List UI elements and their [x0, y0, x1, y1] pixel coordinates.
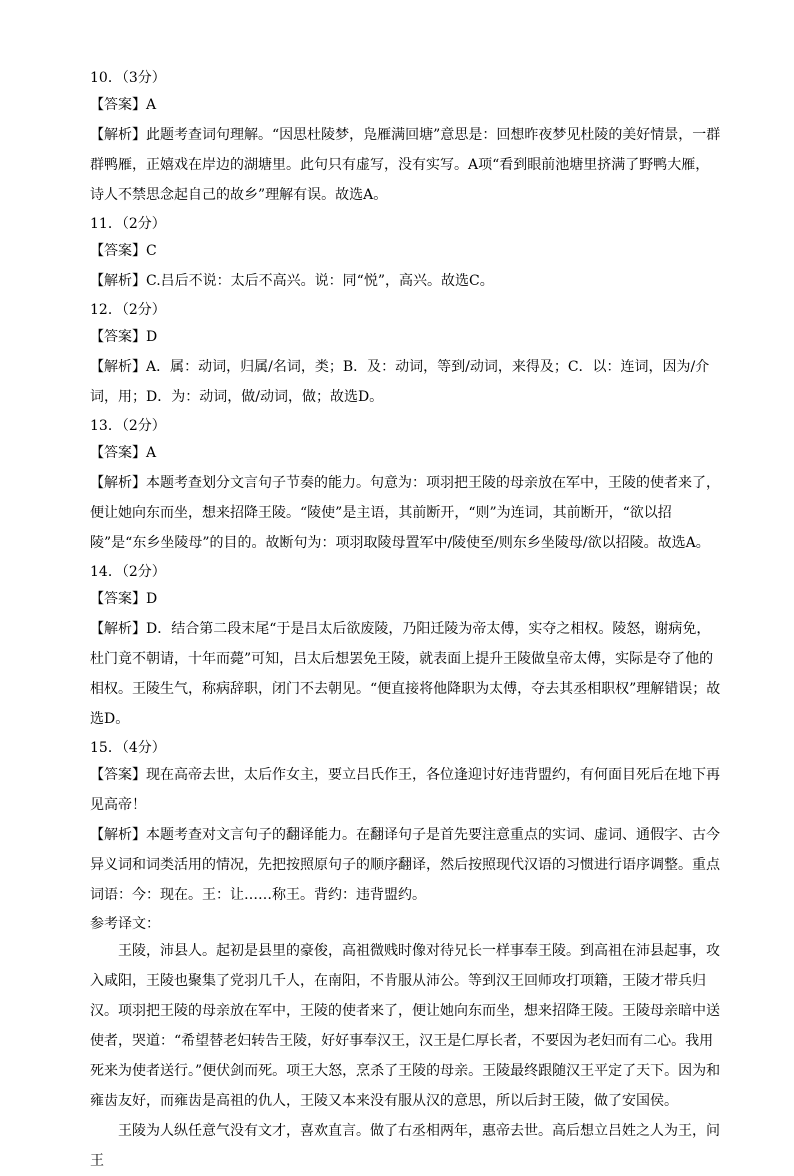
- analysis-line: [90, 614, 722, 734]
- question-number: 13．（2分）: [90, 418, 166, 434]
- question-number: 15．（4分）: [90, 740, 166, 756]
- answer-line: [90, 584, 722, 614]
- translation-paragraph: 王陵，沛县人。起初是县里的豪俊，高祖微贱时像对待兄长一样事奉王陵。到高祖在沛县起事，攻入咸阳，王陵也聚集了党羽几千人，在南阳，不肯服从沛公。等到汉王回师攻打项籍，王陵才带兵归汉。项羽把王陵的母亲放在军中，王陵的使者来了，便让她向东而坐，想来招降王陵。王陵母亲暗中送使者，哭道：“希望替老妇转告王陵，好好事奉汉王，汉王是仁厚长者，不要因为老妇而有二心。我用死来为使者送行。”便伏剑而死。项王大怒，烹杀了王陵的母亲。王陵最终跟随汉王平定了天下。因为和雍齿友好，而雍齿是高祖的仇人，王陵又本来没有服从汉的意思，所以后封王陵，做了安国侯。: [90, 943, 721, 1109]
- analysis-label: 【解析】: [90, 359, 146, 375]
- answer-label: 【答案】: [90, 445, 146, 461]
- question-number: 11．（2分）: [90, 216, 166, 232]
- analysis-label: 【解析】: [90, 827, 146, 843]
- analysis-text: 本题考查对文言句子的翻译能力。在翻译句子是首先要注意重点的实词、虚词、通假字、古今异义词和词类活用的情况，先把按照原句子的顺序翻译，然后按照现代汉语的习惯进行语序调整。重点词语：今：现在。王：让……称王。背约：违背盟约。: [90, 827, 720, 903]
- analysis-line: [90, 468, 722, 558]
- question-number: 14．（2分）: [90, 564, 166, 580]
- question-item-14: [90, 560, 722, 734]
- answer-label: 【答案】: [90, 329, 146, 345]
- answer-label: 【答案】: [90, 243, 146, 259]
- analysis-line: [90, 352, 722, 412]
- question-number: 12．（2分）: [90, 302, 166, 318]
- analysis-text: 本题考查划分文言句子节奏的能力。句意为：项羽把王陵的母亲放在军中，王陵的使者来了，便让她向东而坐，想来招降王陵。“陵使”是主语，其前断开，“则”为连词，其前断开，“欲以招陵”是“东乡坐陵母”的目的。故断句为：项羽取陵母置军中/陵使至/则东乡坐陵母/欲以招陵。故选A。: [90, 475, 720, 551]
- answer-line: [90, 760, 722, 820]
- analysis-label: 【解析】: [90, 475, 146, 491]
- question-item-12: [90, 298, 722, 412]
- answer-text: C: [146, 243, 157, 259]
- answer-label: 【答案】: [90, 767, 146, 783]
- question-item-15: [90, 736, 722, 910]
- translation-label: 参考译文：: [90, 916, 160, 932]
- answer-text: 现在高帝去世，太后作女主，要立吕氏作王，各位逢迎讨好违背盟约，有何面目死后在地下再见高帝！: [90, 767, 720, 813]
- answer-line: [90, 322, 722, 352]
- analysis-text: C.吕后不说：太后不高兴。说：同“悦”，高兴。故选C。: [146, 273, 494, 289]
- analysis-text: D．结合第二段末尾“于是吕太后欲废陵，乃阳迁陵为帝太傅，实夺之相权。陵怒，谢病免，杜门竟不朝请，十年而薨”可知，吕太后想罢免王陵，就表面上提升王陵做皇帝太傅，实际是夺了他的相权。王陵生气，称病辞职，闭门不去朝见。“便直接将他降职为太傅，夺去其丞相职权”理解错误；故选D。: [90, 621, 721, 727]
- translation-paragraph: 王陵为人纵任意气没有文才，喜欢直言。做了右丞相两年，惠帝去世。高后想立吕姓之人为王，问王: [90, 1123, 720, 1169]
- analysis-label: 【解析】: [90, 273, 146, 289]
- answer-label: 【答案】: [90, 591, 146, 607]
- question-item-13: [90, 414, 722, 558]
- answer-text: A: [146, 445, 157, 461]
- answer-text: D: [146, 591, 158, 607]
- analysis-line: [90, 820, 722, 910]
- reference-translation: [90, 912, 722, 1176]
- answer-text: D: [146, 329, 158, 345]
- answer-line: [90, 236, 722, 266]
- analysis-line: [90, 120, 722, 210]
- answer-label: 【答案】: [90, 97, 146, 113]
- analysis-label: 【解析】: [90, 621, 146, 637]
- answer-line: [90, 438, 722, 468]
- question-item-11: [90, 212, 722, 296]
- question-item-10: [90, 66, 722, 210]
- analysis-label: 【解析】: [90, 127, 146, 143]
- answer-key-content: [90, 64, 722, 1176]
- analysis-text: A．属：动词，归属/名词，类；B．及：动词，等到/动词，来得及；C．以：连词，因为/介词，用；D．为：动词，做/动词，做；故选D。: [90, 359, 710, 405]
- answer-line: [90, 90, 722, 120]
- analysis-line: [90, 266, 722, 296]
- analysis-text: 此题考查词句理解。“因思杜陵梦，凫雁满回塘”意思是：回想昨夜梦见杜陵的美好情景，一群群鸭雁，正嬉戏在岸边的湖塘里。此句只有虚写，没有实写。A项“看到眼前池塘里挤满了野鸭大雁，诗人不禁思念起自己的故乡”理解有误。故选A。: [90, 127, 721, 203]
- answer-text: A: [146, 97, 157, 113]
- question-number: 10．（3分）: [90, 70, 166, 86]
